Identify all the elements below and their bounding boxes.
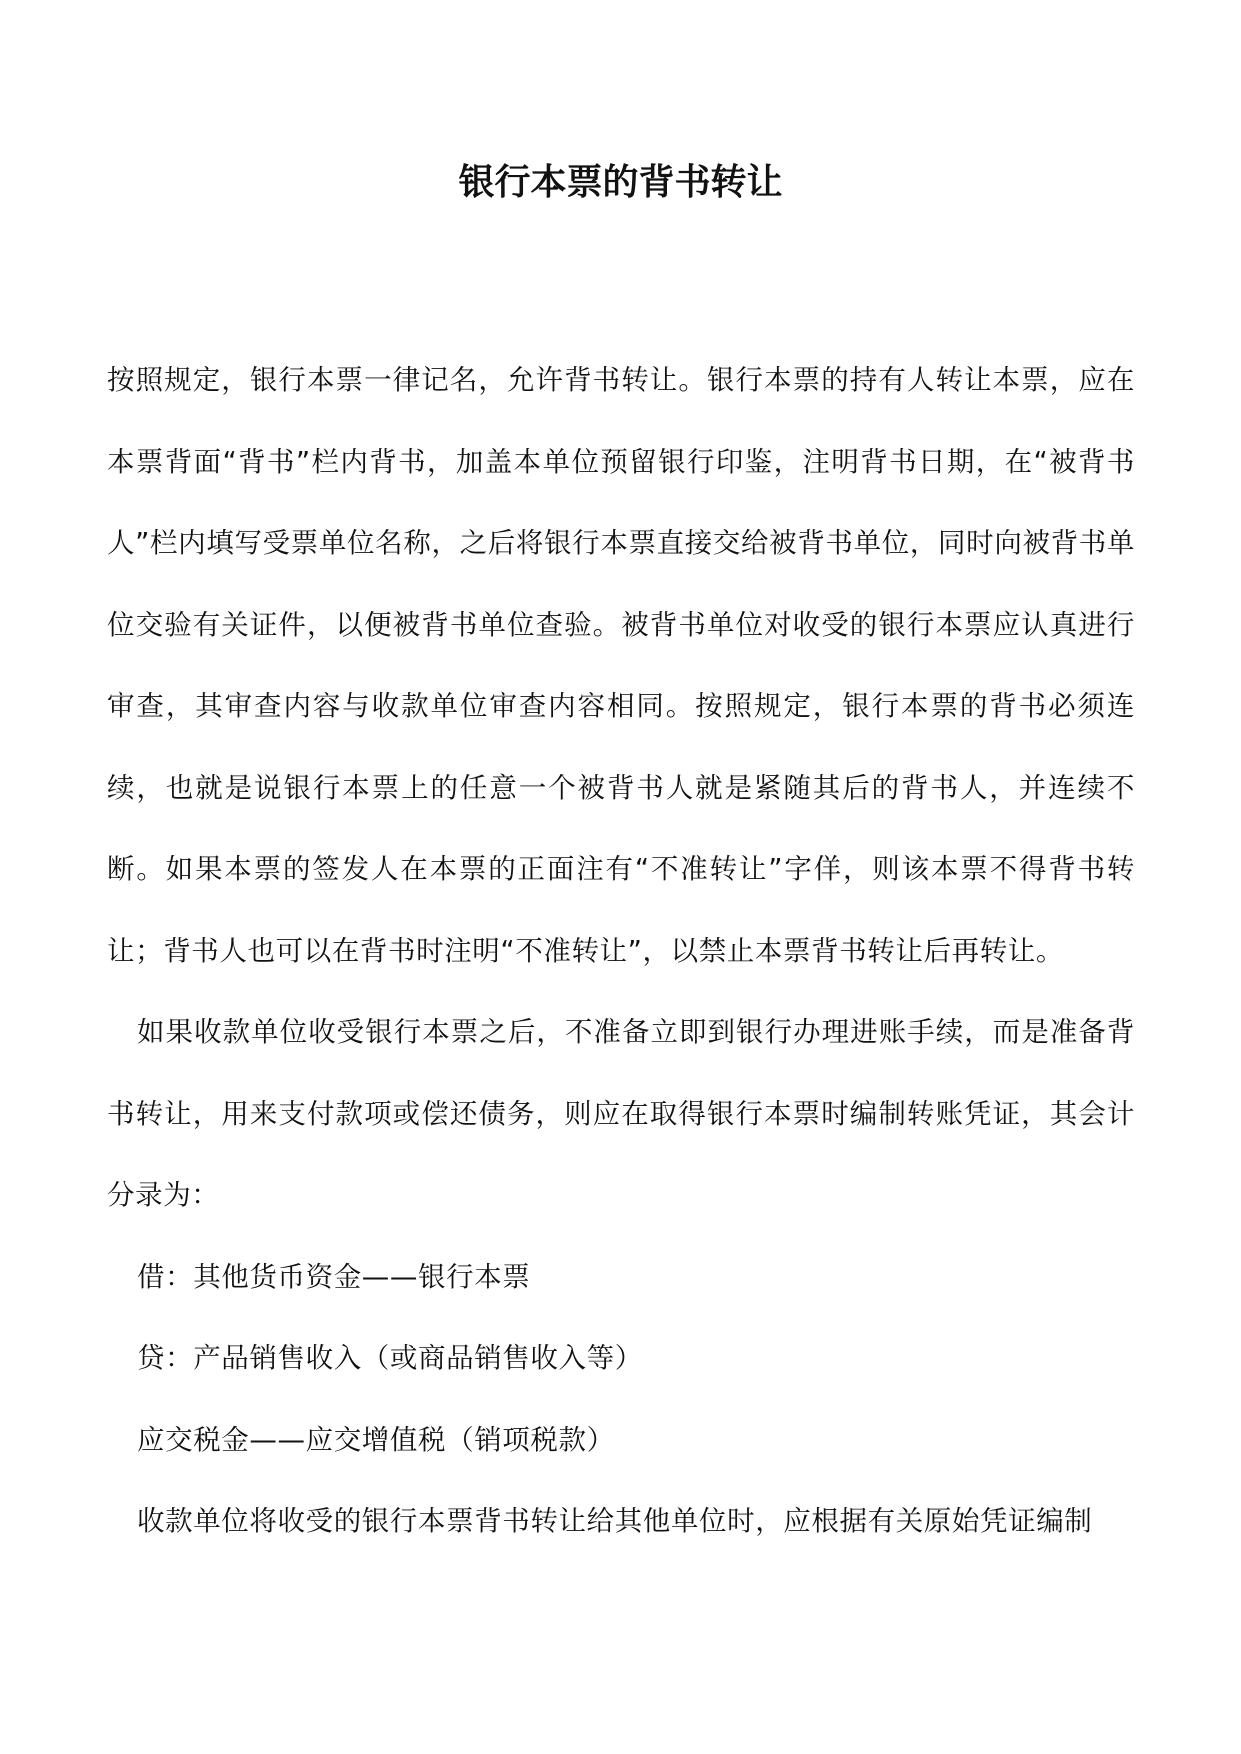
journal-entry-tax: 应交税金——应交增值税（销项税款）	[137, 1423, 615, 1456]
paragraph-endorsement-rules: 按照规定，银行本票一律记名，允许背书转让。银行本票的持有人转让本票，应在本票背面“背书”栏内背书，加盖本单位预留银行印鉴，注明背书日期，在“被背书人”栏内填写受票单位名称，之后将银行本票直接交给被背书单位，同时向被背书单位交验有关证件，以便被背书单位查验。被背书单位对收受的银行本票应认真进行审查，其审查内容与收款单位审查内容相同。按照规定，银行本票的背书必须连续，也就是说银行本票上的任意一个被背书人就是紧随其后的背书人，并连续不断。如果本票的签发人在本票的正面注有“不准转让”字佯，则该本票不得背书转让；背书人也可以在背书时注明“不准转让”，以禁止本票背书转让后再转让。	[107, 364, 1135, 967]
paragraph-transfer: 收款单位将收受的银行本票背书转让给其他单位时，应根据有关原始凭证编制	[137, 1505, 1093, 1537]
document-body	[107, 340, 1135, 1563]
paragraph-accounting-intro: 如果收款单位收受银行本票之后，不准备立即到银行办理进账手续，而是准备背书转让，用来支付款项或偿还债务，则应在取得银行本票时编制转账凭证，其会计分录为：	[107, 1016, 1135, 1211]
document-title: 银行本票的背书转让	[458, 161, 783, 203]
journal-entry-debit: 借：其他货币资金——银行本票	[137, 1260, 531, 1293]
journal-entry-credit: 贷：产品销售收入（或商品销售收入等）	[137, 1342, 643, 1374]
